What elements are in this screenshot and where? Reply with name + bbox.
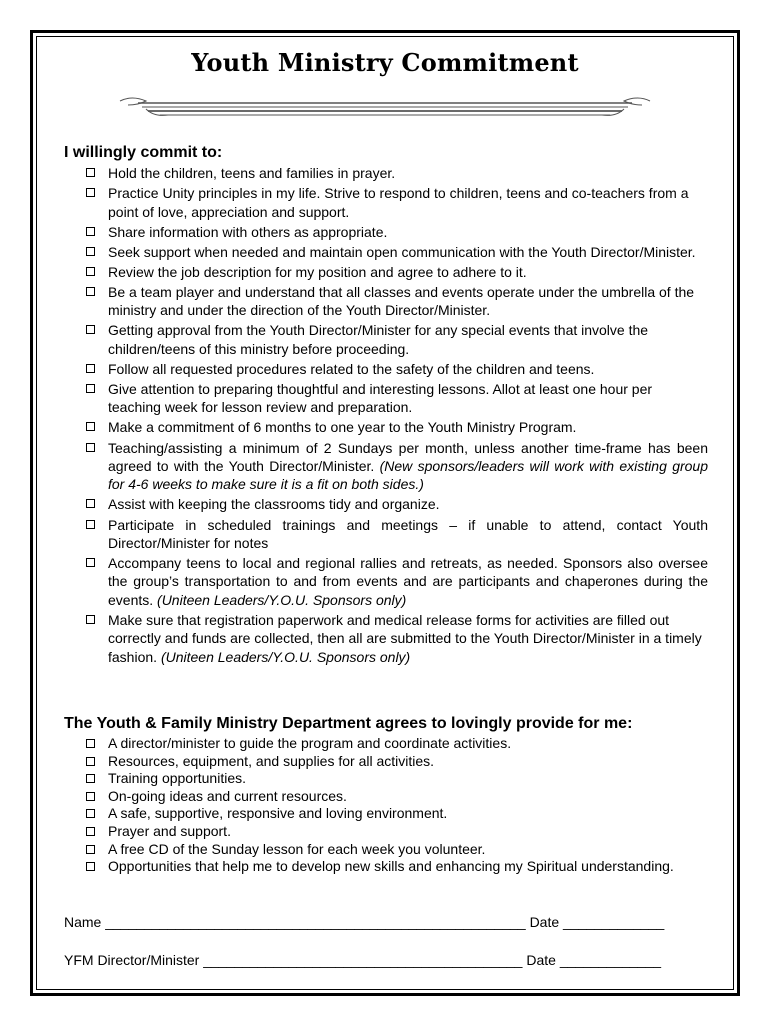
checkbox-icon[interactable] [86,845,95,854]
commit-item: Give attention to preparing thoughtful and interesting lessons. Allot at least one hour per teaching week for lesson review and preparation. [86,380,708,417]
director-signature-line[interactable]: YFM Director/Minister _________________________________________ Date _____________ [64,952,662,968]
provide-item: Training opportunities. [86,770,708,788]
commit-item: Hold the children, teens and families in prayer. [86,164,708,182]
checkbox-icon[interactable] [86,287,95,296]
commit-item-note: (Uniteen Leaders/Y.O.U. Sponsors only) [160,648,411,665]
checkbox-icon[interactable] [86,615,95,624]
commit-item: Be a team player and understand that all classes and events operate under the umbrella of the ministry and under the direction of the Youth Director/Minister. [86,283,708,320]
checkbox-icon[interactable] [86,499,95,508]
checkbox-icon[interactable] [86,558,95,567]
checkbox-icon[interactable] [86,188,95,197]
checkbox-icon[interactable] [86,739,95,748]
checkbox-icon[interactable] [86,757,95,766]
commit-item: Getting approval from the Youth Director/Minister for any special events that involve the children/teens of this ministry before proceeding. [86,321,708,358]
page-title: Youth Ministry Commitment [191,48,579,77]
provide-item: Resources, equipment, and supplies for all activities. [86,753,708,771]
checkbox-icon[interactable] [86,364,95,373]
commit-item: Practice Unity principles in my life. Strive to respond to children, teens and co-teachers from a point of love, appreciation and support. [86,184,708,221]
provide-item: Opportunities that help me to develop new skills and enhancing my Spiritual understanding. [86,858,708,876]
commit-item: Participate in scheduled trainings and meetings – if unable to attend, contact Youth Director/Minister for notes [86,516,708,553]
commit-item-note: (Uniteen Leaders/Y.O.U. Sponsors only) [157,591,407,608]
provide-item: A director/minister to guide the program and coordinate activities. [86,735,708,753]
checkbox-icon[interactable] [86,862,95,871]
provide-item: On-going ideas and current resources. [86,788,708,806]
provide-heading: The Youth & Family Ministry Department agrees to lovingly provide for me: [64,715,633,732]
commit-item: Review the job description for my position and agree to adhere to it. [86,263,708,281]
checkbox-icon[interactable] [86,774,95,783]
checkbox-icon[interactable] [86,809,95,818]
checkbox-icon[interactable] [86,384,95,393]
decorative-divider [118,93,652,121]
provide-item: A safe, supportive, responsive and loving environment. [86,805,708,823]
commit-list [86,164,708,668]
checkbox-icon[interactable] [86,227,95,236]
commit-item: Share information with others as appropriate. [86,223,708,241]
commit-item: Assist with keeping the classrooms tidy and organize. [86,495,708,513]
commit-item: Make a commitment of 6 months to one year to the Youth Ministry Program. [86,418,708,436]
checkbox-icon[interactable] [86,520,95,529]
provide-item: A free CD of the Sunday lesson for each week you volunteer. [86,841,708,859]
commit-item: Make sure that registration paperwork and medical release forms for activities are filled out correctly and funds are collected, then all are submitted to the Youth Director/Minister in a timely fashion. (Uniteen Leaders/Y.O.U. Sponsors only) [86,611,708,666]
checkbox-icon[interactable] [86,247,95,256]
checkbox-icon[interactable] [86,792,95,801]
checkbox-icon[interactable] [86,325,95,334]
provide-item: Prayer and support. [86,823,708,841]
commit-item-note: (New sponsors/leaders will work with existing group for 4-6 weeks to make sure it is a fit on both sides.) [108,457,708,493]
commit-item: Accompany teens to local and regional rallies and retreats, as needed. Sponsors also oversee the group’s transportation to and from events and are participants and chaperones during the events. (Uniteen Leaders/Y.O.U. Sponsors only) [86,554,708,609]
commit-item: Follow all requested procedures related to the safety of the children and teens. [86,360,708,378]
checkbox-icon[interactable] [86,168,95,177]
checkbox-icon[interactable] [86,422,95,431]
commit-item: Seek support when needed and maintain open communication with the Youth Director/Minister. [86,243,708,261]
commit-item: Teaching/assisting a minimum of 2 Sundays per month, unless another time-frame has been agreed to with the Youth Director/Minister. (New sponsors/leaders will work with existing group for 4-6 weeks to make sure it is a fit on both sides.) [86,439,708,494]
provide-list [86,735,708,876]
commit-heading: I willingly commit to: [64,144,223,161]
name-signature-line[interactable]: Name ______________________________________________________ Date _____________ [64,914,665,930]
checkbox-icon[interactable] [86,827,95,836]
checkbox-icon[interactable] [86,443,95,452]
checkbox-icon[interactable] [86,267,95,276]
